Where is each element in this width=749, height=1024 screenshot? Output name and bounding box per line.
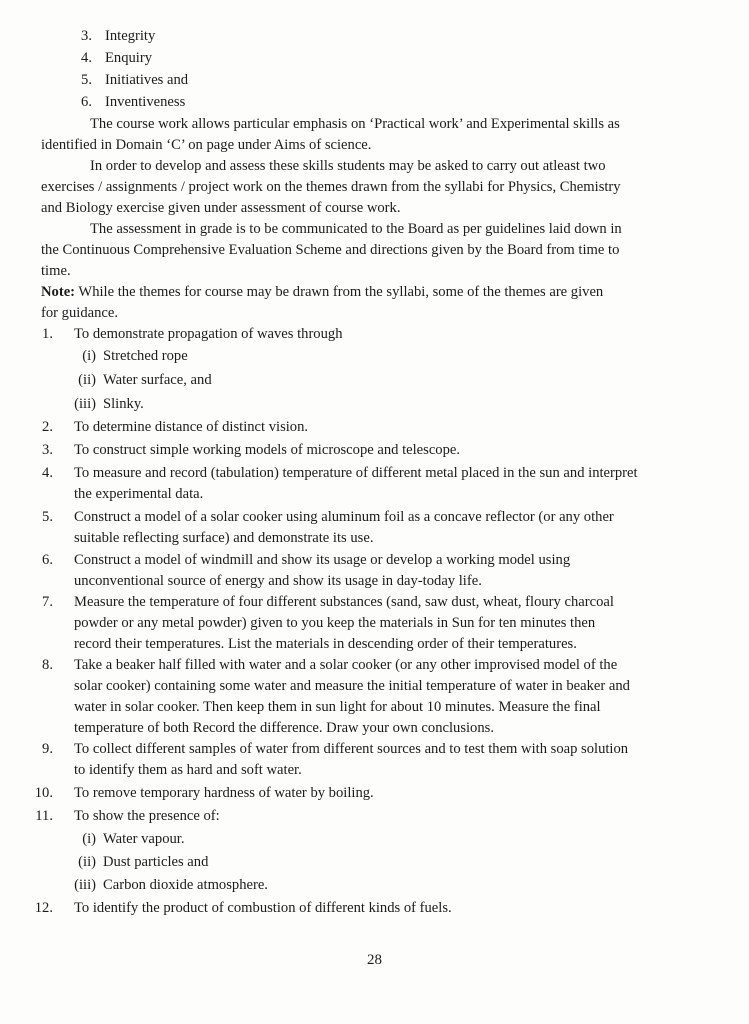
paragraph-line: identified in Domain ‘C’ on page under Aims of science.	[41, 137, 372, 153]
item-line: Construct a model of a solar cooker using aluminum foil as a concave reflector (or any other	[74, 509, 614, 525]
item-line: To show the presence of:	[74, 808, 220, 824]
item-number: 11.	[35, 808, 53, 824]
item-line: unconventional source of energy and show its usage in day-today life.	[74, 573, 482, 589]
item-line: To remove temporary hardness of water by boiling.	[74, 785, 374, 801]
item-number: 9.	[42, 741, 53, 757]
list-number: 6.	[81, 94, 92, 110]
item-line: Take a beaker half filled with water and a solar cooker (or any other improvised model of the	[74, 657, 618, 673]
list-item: Enquiry	[105, 50, 153, 66]
item-line: Construct a model of windmill and show its usage or develop a working model using	[74, 552, 571, 568]
item-line: powder or any metal powder) given to you keep the materials in Sun for ten minutes then	[74, 615, 596, 631]
sub-item: Stretched rope	[103, 348, 188, 364]
item-number: 7.	[42, 594, 53, 610]
list-number: 5.	[81, 72, 92, 88]
note-line	[41, 282, 603, 303]
item-line: water in solar cooker. Then keep them in sun light for about 10 minutes. Measure the final	[74, 699, 601, 715]
item-line: Measure the temperature of four different substances (sand, saw dust, wheat, floury charcoal	[74, 594, 614, 610]
sub-item-number: (i)	[82, 348, 96, 364]
item-line: the experimental data.	[74, 486, 204, 502]
list-number: 4.	[81, 50, 92, 66]
paragraph-line: The assessment in grade is to be communicated to the Board as per guidelines laid down in	[90, 221, 622, 237]
item-line: suitable reflecting surface) and demonstrate its use.	[74, 530, 374, 546]
list-item: Integrity	[105, 28, 156, 44]
item-number: 2.	[42, 419, 53, 435]
item-line: temperature of both Record the difference. Draw your own conclusions.	[74, 720, 494, 736]
paragraph-line: and Biology exercise given under assessment of course work.	[41, 200, 401, 216]
note-line: for guidance.	[41, 305, 118, 321]
item-number: 5.	[42, 509, 53, 525]
paragraph-line: time.	[41, 263, 71, 279]
item-line: to identify them as hard and soft water.	[74, 762, 302, 778]
item-number: 3.	[42, 442, 53, 458]
sub-item: Water vapour.	[103, 831, 185, 847]
list-item: Inventiveness	[105, 94, 186, 110]
item-line: To measure and record (tabulation) temperature of different metal placed in the sun and interpret	[74, 465, 638, 481]
item-line: To demonstrate propagation of waves through	[74, 326, 343, 342]
list-number: 3.	[81, 28, 92, 44]
paragraph-line: In order to develop and assess these skills students may be asked to carry out atleast two	[90, 158, 606, 174]
sub-item-number: (iii)	[74, 396, 96, 412]
item-line: To determine distance of distinct vision.	[74, 419, 309, 435]
item-line: solar cooker) containing some water and measure the initial temperature of water in beaker and	[74, 678, 630, 694]
sub-item: Carbon dioxide atmosphere.	[103, 877, 268, 893]
item-line: record their temperatures. List the materials in descending order of their temperatures.	[74, 636, 577, 652]
item-line: To identify the product of combustion of different kinds of fuels.	[74, 900, 452, 916]
note-label: Note:	[41, 284, 76, 300]
item-line: To construct simple working models of microscope and telescope.	[74, 442, 461, 458]
sub-item: Dust particles and	[103, 854, 209, 870]
item-line: To collect different samples of water from different sources and to test them with soap solution	[74, 741, 629, 757]
sub-item-number: (iii)	[74, 877, 96, 893]
item-number: 1.	[42, 326, 53, 342]
item-number: 12.	[34, 900, 53, 916]
note-text: While the themes for course may be drawn from the syllabi, some of the themes are given	[75, 284, 604, 300]
paragraph-line: The course work allows particular emphasis on ‘Practical work’ and Experimental skills as	[90, 116, 620, 132]
list-item: Initiatives and	[105, 72, 189, 88]
item-number: 10.	[34, 785, 53, 801]
sub-item: Water surface, and	[103, 372, 212, 388]
page-number: 28	[367, 952, 382, 968]
sub-item-number: (ii)	[78, 854, 96, 870]
sub-item-number: (i)	[82, 831, 96, 847]
paragraph-line: the Continuous Comprehensive Evaluation Scheme and directions given by the Board from time to	[41, 242, 620, 258]
sub-item-number: (ii)	[78, 372, 96, 388]
item-number: 8.	[42, 657, 53, 673]
item-number: 4.	[42, 465, 53, 481]
paragraph-line: exercises / assignments / project work on the themes drawn from the syllabi for Physics, Chemistry	[41, 179, 621, 195]
sub-item: Slinky.	[103, 396, 144, 412]
item-number: 6.	[42, 552, 53, 568]
